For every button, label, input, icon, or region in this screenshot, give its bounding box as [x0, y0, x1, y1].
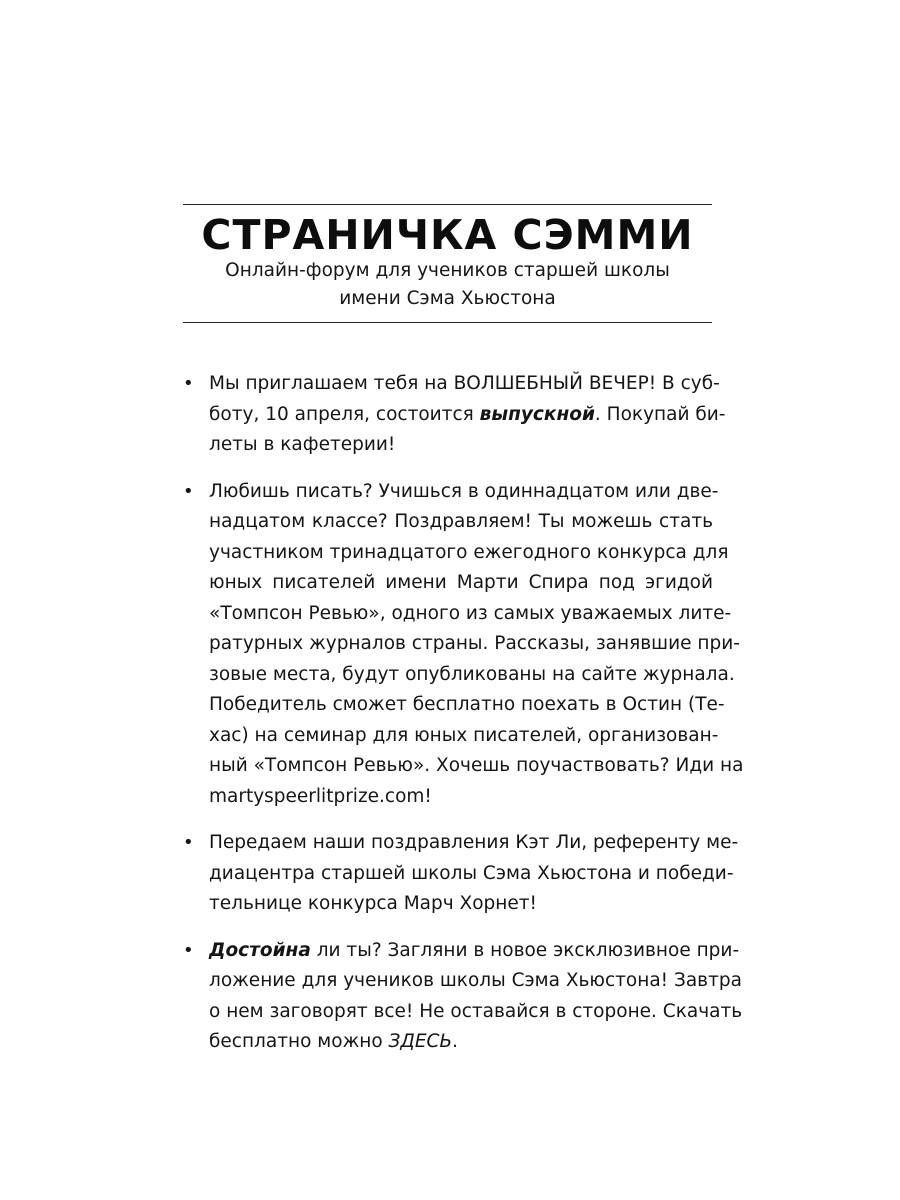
text-line: [209, 936, 740, 967]
text-run: «Томпсон Ревью», одного из самых уважаемых лите-: [209, 602, 732, 624]
text-line: [209, 507, 713, 538]
page-subtitle: [183, 257, 712, 313]
text-run: хас) на семинар для юных писателей, организован-: [209, 724, 719, 746]
text-run: диацентра старшей школы Сэма Хьюстона и победи-: [209, 862, 734, 884]
text-run: ложение для учеников школы Сэма Хьюстона! Завтра: [209, 970, 742, 991]
text-run: боту, 10 апреля, состоится: [209, 403, 480, 425]
text-line: [209, 430, 713, 461]
emphasis-worthy: Достойна: [209, 939, 311, 961]
text-line: [209, 690, 725, 721]
text-run: Любишь писать? Учишься в одиннадцатом или две-: [209, 480, 719, 502]
announcement-app: [183, 936, 743, 1058]
bullet-icon: •: [183, 480, 194, 502]
text-run: тельнице конкурса Марч Хорнет!: [209, 893, 537, 914]
subtitle-line-1: Онлайн-форум для учеников старшей школы: [225, 260, 670, 281]
text-line: [209, 538, 729, 569]
text-line: [209, 599, 732, 630]
bullet-icon: •: [183, 373, 194, 394]
text-line: [209, 1027, 713, 1058]
announcement-writing-contest: [183, 477, 744, 813]
contest-url: martyspeerlitprize.com!: [209, 785, 432, 807]
text-line: [209, 568, 713, 599]
text-line: [209, 997, 743, 1028]
text-line: [209, 369, 720, 400]
text-line: [209, 751, 744, 782]
text-run: ли ты? Загляни в новое эксклюзивное при-: [310, 939, 740, 961]
text-run: Победитель сможет бесплатно поехать в Остин (Те-: [209, 694, 725, 715]
text-run: .: [452, 1031, 459, 1052]
announcement-prom: [183, 369, 726, 461]
text-line: [209, 721, 719, 752]
text-run: леты в кафетерии!: [209, 434, 396, 455]
text-line: [209, 660, 735, 691]
text-run: о нем заговорят все! Не оставайся в стороне. Скачать: [209, 1000, 743, 1022]
text-line: [209, 859, 734, 890]
subtitle-line-2: имени Сэма Хьюстона: [339, 288, 556, 309]
header-top-rule: [183, 204, 712, 205]
text-line: [209, 782, 713, 813]
text-line: [209, 966, 742, 997]
text-run: Передаем наши поздравления Кэт Ли, референту ме-: [209, 832, 739, 853]
bullet-icon: •: [183, 939, 194, 961]
text-run: ратурных журналов страны. Рассказы, занявшие при-: [209, 633, 740, 654]
text-run: Мы приглашаем тебя на ВОЛШЕБНЫЙ ВЕЧЕР! В суб-: [209, 373, 720, 394]
text-line: [209, 629, 740, 660]
text-run: бесплатно можно: [209, 1031, 389, 1052]
text-run: зовые места, будут опубликованы на сайте журнала.: [209, 663, 735, 685]
text-run: надцатом классе? Поздравляем! Ты можешь стать: [209, 511, 713, 532]
text-line: [209, 828, 739, 859]
header-bottom-rule: [183, 322, 712, 323]
announcement-list: [183, 369, 744, 1074]
text-run: юных писателей имени Марти Спира под эгидой: [209, 572, 713, 593]
text-run: участником тринадцатого ежегодного конкурса для: [209, 541, 729, 563]
text-line: [209, 400, 726, 431]
bullet-icon: •: [183, 832, 194, 853]
emphasis-prom: выпускной: [479, 403, 595, 425]
download-link[interactable]: ЗДЕСЬ: [388, 1031, 453, 1052]
text-line: [209, 889, 713, 920]
text-line: [209, 477, 719, 508]
page-title: СТРАНИЧКА СЭММИ: [201, 211, 694, 259]
announcement-congratulations: [183, 828, 739, 920]
text-run: ный «Томпсон Ревью». Хочешь поучаствовать? Иди на: [209, 755, 744, 776]
text-run: . Покупай би-: [594, 403, 726, 425]
